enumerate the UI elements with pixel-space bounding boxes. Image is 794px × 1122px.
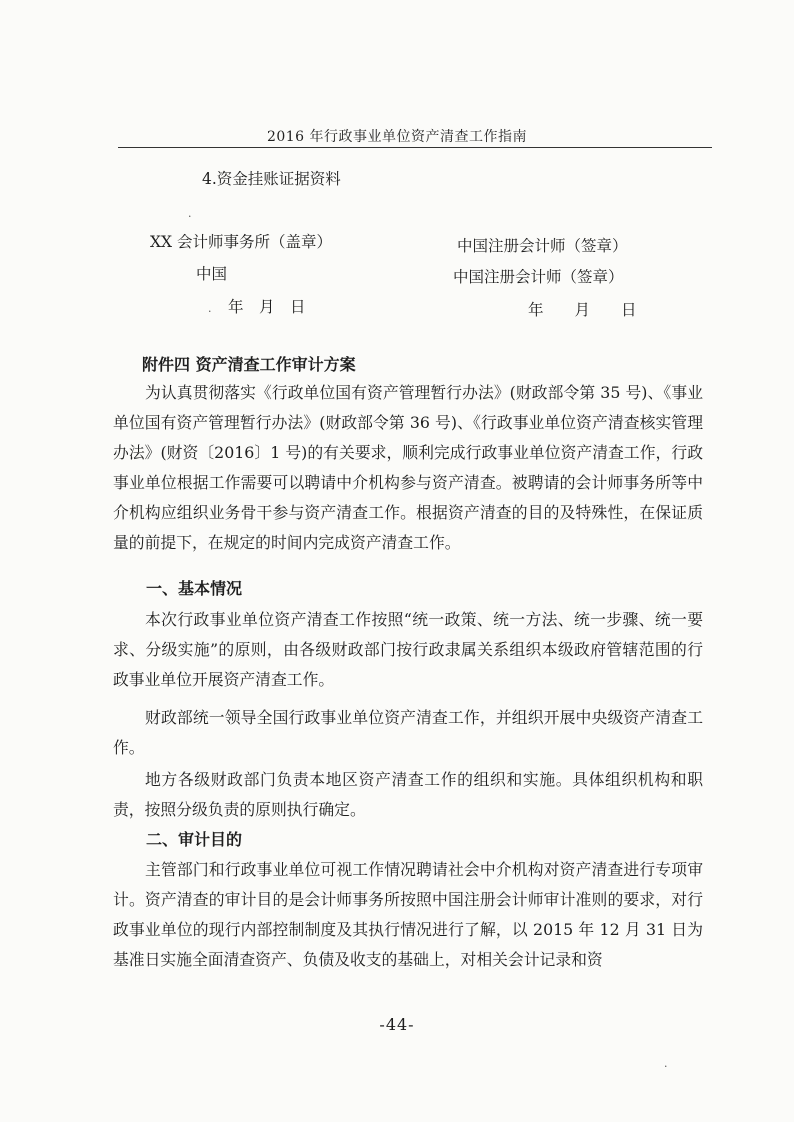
section2-heading: 二、审计目的 bbox=[146, 830, 243, 849]
section1-paragraph-1: 本次行政事业单位资产清查工作按照“统一政策、统一方法、统一步骤、统一要求、分级实施”的原则，由各级财政部门按行政隶属关系组织本级政府管辖范围的行政事业单位开展资产清查工作。 bbox=[113, 610, 703, 689]
section2-paragraph-1: 主管部门和行政事业单位可视工作情况聘请社会中介机构对资产清查进行专项审计。资产清查的审计目的是会计师事务所按照中国注册会计师审计准则的要求，对行政事业单位的现行内部控制制度及其执行情况进行了解，以 2015 年 12 月 31 日为基准日实施全面清查资产、负债及收支的基础上，对相关会计记录和资 bbox=[113, 860, 703, 969]
attachment-item: 4.资金挂账证据资料 bbox=[202, 170, 341, 188]
signature-date-right: 年 月 日 bbox=[528, 301, 637, 319]
signature-cpa-1: 中国注册会计师（签章） bbox=[457, 237, 628, 255]
page-number: -44- bbox=[379, 1015, 415, 1034]
signature-cpa-2: 中国注册会计师（签章） bbox=[453, 268, 624, 286]
section1-paragraph-2: 财政部统一领导全国行政事业单位资产清查工作，并组织开展中央级资产清查工作。 bbox=[113, 708, 703, 757]
running-header: 2016 年行政事业单位资产清查工作指南 bbox=[266, 129, 528, 145]
appendix-title: 附件四 资产清查工作审计方案 bbox=[142, 355, 356, 374]
section1-heading: 一、基本情况 bbox=[146, 579, 243, 598]
signature-firm: XX 会计师事务所（盖章） bbox=[150, 233, 332, 251]
signature-date-left: 年 月 日 bbox=[228, 298, 306, 316]
scan-speck: · bbox=[208, 305, 212, 318]
scan-speck: · bbox=[664, 1060, 668, 1073]
signature-location: 中国 bbox=[196, 265, 228, 283]
intro-paragraph: 为认真贯彻落实《行政单位国有资产管理暂行办法》(财政部令第 35 号)、《事业单位国有资产管理暂行办法》(财政部令第 36 号)、《行政事业单位资产清查核实管理办法》(财资〔2016〕1 号)的有关要求，顺利完成行政事业单位资产清查工作，行政事业单位根据工作需要可以聘请中介机构参与资产清查。被聘请的会计师事务所等中介机构应组织业务骨干参与资产清查工作。根据资产清查的目的及特殊性，在保证质量的前提下，在规定的时间内完成资产清查工作。 bbox=[113, 383, 703, 552]
section1-paragraph-3: 地方各级财政部门负责本地区资产清查工作的组织和实施。具体组织机构和职责，按照分级负责的原则执行确定。 bbox=[113, 770, 703, 819]
header-rule bbox=[118, 147, 712, 148]
scan-speck: · bbox=[188, 210, 192, 223]
